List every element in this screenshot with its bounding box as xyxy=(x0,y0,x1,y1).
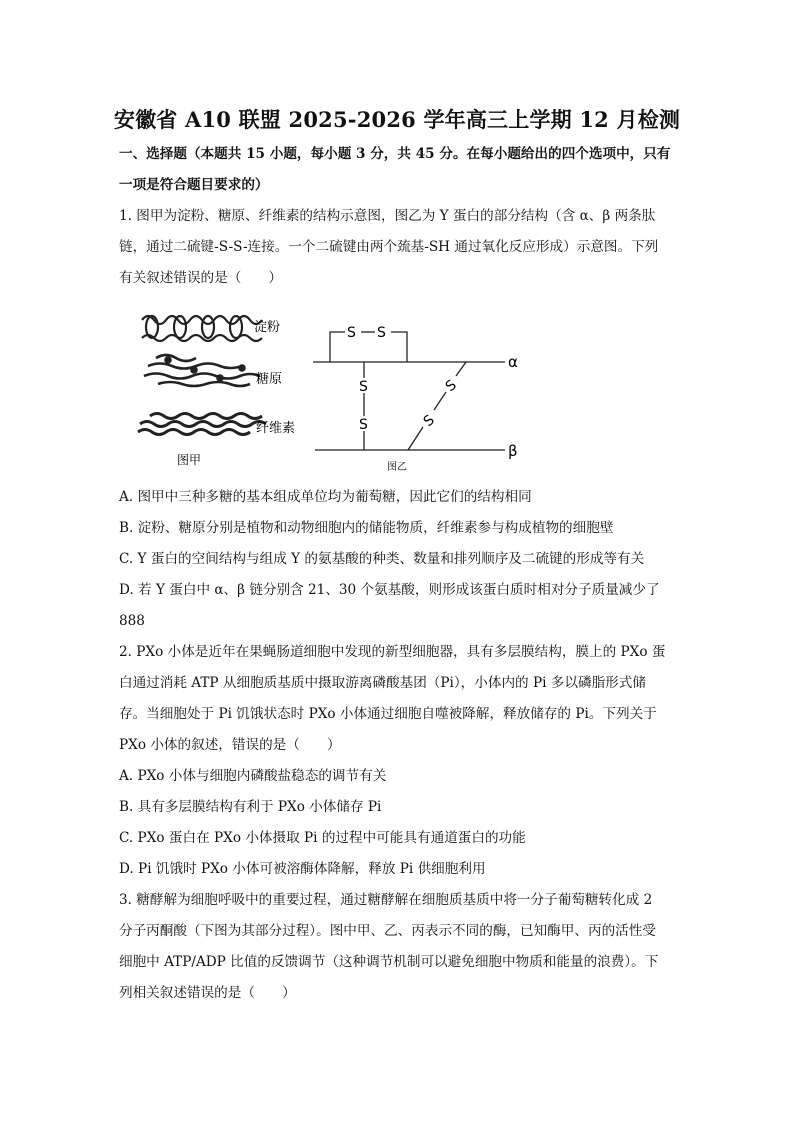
q1-option-d-cont: 888 xyxy=(119,613,145,629)
caption-figure-jia: 图甲 xyxy=(177,453,202,467)
q3-stem-line2: 分子丙酮酸（下图为其部分过程）。图中甲、乙、丙表示不同的酶，已知酶甲、丙的活性受 xyxy=(119,923,656,939)
q2-stem-line2: 白通过消耗 ATP 从细胞质基质中摄取游离磷酸基团（Pi），小体内的 Pi 多以磷脂形式储 xyxy=(119,675,646,691)
q2-option-d: D. Pi 饥饿时 PXo 小体可被溶酶体降解，释放 Pi 供细胞利用 xyxy=(119,861,486,877)
section-heading: 一、选择题（本题共 15 小题，每小题 3 分，共 45 分。在每小题给出的四个选项中，只有 xyxy=(119,146,671,162)
cellulose-structure xyxy=(138,414,266,435)
sulfur-label: S xyxy=(377,325,386,341)
q1-figure xyxy=(110,300,650,480)
alpha-chain-label: α xyxy=(508,353,518,371)
sulfur-label: S xyxy=(420,412,438,431)
label-glycogen: 糖原 xyxy=(256,372,283,387)
q1-option-b: B. 淀粉、糖原分别是植物和动物细胞内的储能物质，纤维素参与构成植物的细胞壁 xyxy=(119,520,614,536)
label-starch: 淀粉 xyxy=(254,320,281,335)
sulfur-label: S xyxy=(359,379,368,395)
q1-option-a: A. 图甲中三种多糖的基本组成单位均为葡萄糖，因此它们的结构相同 xyxy=(119,489,532,505)
q2-option-a: A. PXo 小体与细胞内磷酸盐稳态的调节有关 xyxy=(119,768,387,784)
q2-option-b: B. 具有多层膜结构有利于 PXo 小体储存 Pi xyxy=(119,799,382,815)
beta-chain-label: β xyxy=(508,442,518,460)
sulfur-label: S xyxy=(359,417,368,433)
q3-stem-line1: 3. 糖酵解为细胞呼吸中的重要过程，通过糖酵解在细胞质基质中将一分子葡萄糖转化成 2 xyxy=(119,892,653,908)
q1-stem-line3: 有关叙述错误的是（ ） xyxy=(119,270,283,286)
q1-option-d: D. 若 Y 蛋白中 α、β 链分别含 21、30 个氨基酸，则形成该蛋白质时相对分子质量减少了 xyxy=(119,582,660,598)
caption-figure-yi: 图乙 xyxy=(387,462,407,473)
q1-stem-line2: 链，通过二硫键-S-S-连接。一个二硫键由两个巯基-SH 通过氧化反应形成）示意图。下列 xyxy=(119,239,659,255)
q2-option-c: C. PXo 蛋白在 PXo 小体摄取 Pi 的过程中可能具有通道蛋白的功能 xyxy=(119,830,526,846)
q2-stem-line4: PXo 小体的叙述，错误的是（ ） xyxy=(119,737,341,753)
q3-stem-line3: 细胞中 ATP/ADP 比值的反馈调节（这种调节机制可以避免细胞中物质和能量的浪费）。下 xyxy=(119,954,659,970)
q2-stem-line1: 2. PXo 小体是近年在果蝇肠道细胞中发现的新型细胞器，具有多层膜结构，膜上的 PXo 蛋 xyxy=(119,644,666,660)
page-title: 安徽省 A10 联盟 2025-2026 学年高三上学期 12 月检测 xyxy=(113,107,681,132)
sulfur-label: S xyxy=(442,377,460,396)
q1-option-c: C. Y 蛋白的空间结构与组成 Y 的氨基酸的种类、数量和排列顺序及二硫键的形成等有关 xyxy=(119,551,645,567)
glycogen-structure xyxy=(144,355,260,386)
y-protein-diagram xyxy=(313,332,505,450)
starch-structure xyxy=(142,316,262,341)
sulfur-label: S xyxy=(347,325,356,341)
q2-stem-line3: 存。当细胞处于 Pi 饥饿状态时 PXo 小体通过细胞自噬被降解，释放储存的 Pi。下列关于 xyxy=(119,706,657,722)
q3-stem-line4: 列相关叙述错误的是（ ） xyxy=(119,985,296,1001)
label-cellulose: 纤维素 xyxy=(256,421,296,436)
q1-stem-line1: 1. 图甲为淀粉、糖原、纤维素的结构示意图，图乙为 Y 蛋白的部分结构（含 α、β 两条肽 xyxy=(119,208,656,224)
section-heading-cont: 一项是符合题目要求的） xyxy=(119,177,269,193)
